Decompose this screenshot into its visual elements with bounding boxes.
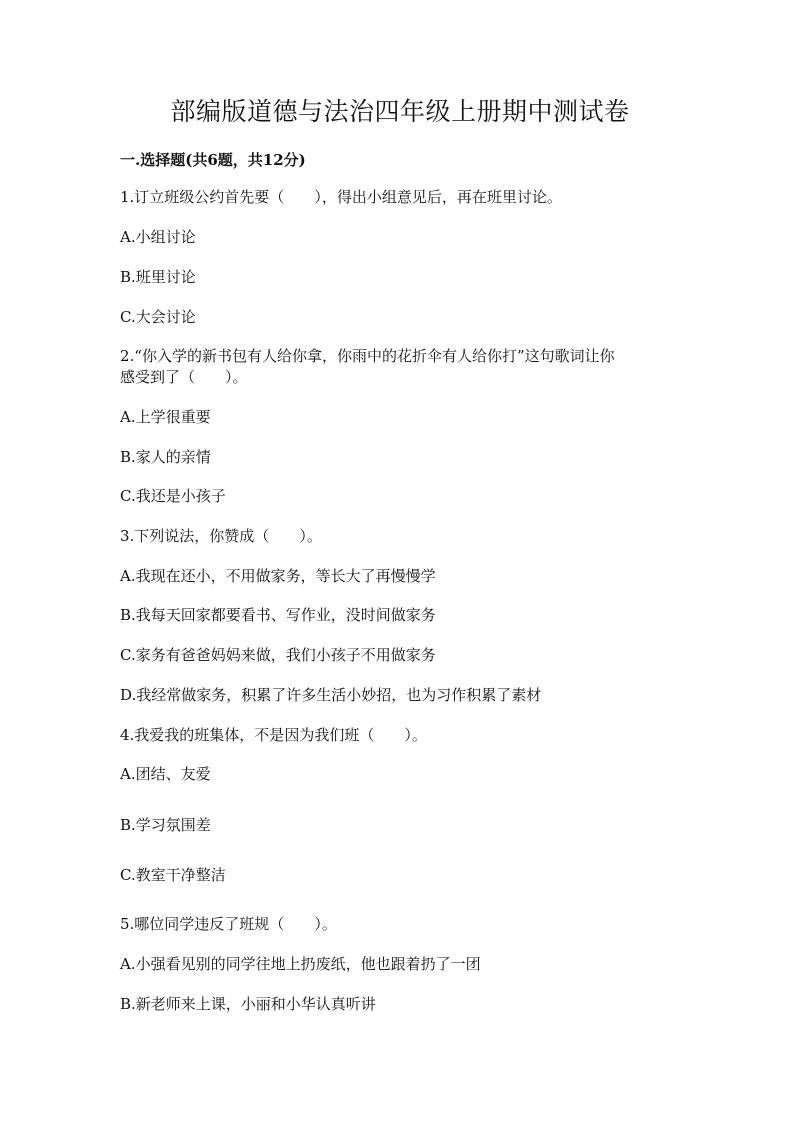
question-2-stem-line-1: 2.“你入学的新书包有人给你拿，你雨中的花折伞有人给你打”这句歌词让你 (120, 347, 615, 365)
question-1-stem: 1.订立班级公约首先要（ ），得出小组意见后，再在班里讨论。 (120, 188, 562, 206)
question-4-option-c: C.教室干净整洁 (120, 866, 226, 884)
question-1-option-c: C.大会讨论 (120, 308, 196, 326)
question-2-option-b: B.家人的亲情 (120, 448, 211, 466)
question-2-option-c: C.我还是小孩子 (120, 487, 226, 505)
question-4-option-a: A.团结、友爱 (120, 765, 211, 783)
question-5-stem: 5.哪位同学违反了班规（ ）。 (120, 915, 337, 933)
question-3-option-d: D.我经常做家务，积累了许多生活小妙招，也为习作积累了素材 (120, 686, 542, 704)
question-2-option-a: A.上学很重要 (120, 408, 211, 426)
question-3-stem: 3.下列说法，你赞成（ ）。 (120, 527, 322, 545)
question-5-option-a: A.小强看见别的同学往地上扔废纸，他也跟着扔了一团 (120, 955, 481, 973)
question-4-stem: 4.我爱我的班集体，不是因为我们班（ ）。 (120, 726, 427, 744)
question-1-option-a: A.小组讨论 (120, 228, 196, 246)
question-3-option-a: A.我现在还小，不用做家务，等长大了再慢慢学 (120, 567, 436, 585)
question-3-option-c: C.家务有爸爸妈妈来做，我们小孩子不用做家务 (120, 646, 436, 664)
question-3-option-b: B.我每天回家都要看书、写作业，没时间做家务 (120, 606, 436, 624)
question-5-option-b: B.新老师来上课，小丽和小华认真听讲 (120, 995, 376, 1013)
question-4-option-b: B.学习氛围差 (120, 816, 211, 834)
question-1-option-b: B.班里讨论 (120, 268, 196, 286)
section-heading: 一.选择题(共6题，共12分) (120, 151, 306, 169)
page-title: 部编版道德与法治四年级上册期中测试卷 (170, 97, 630, 126)
question-2-stem-line-2: 感受到了（ ）。 (120, 368, 248, 386)
